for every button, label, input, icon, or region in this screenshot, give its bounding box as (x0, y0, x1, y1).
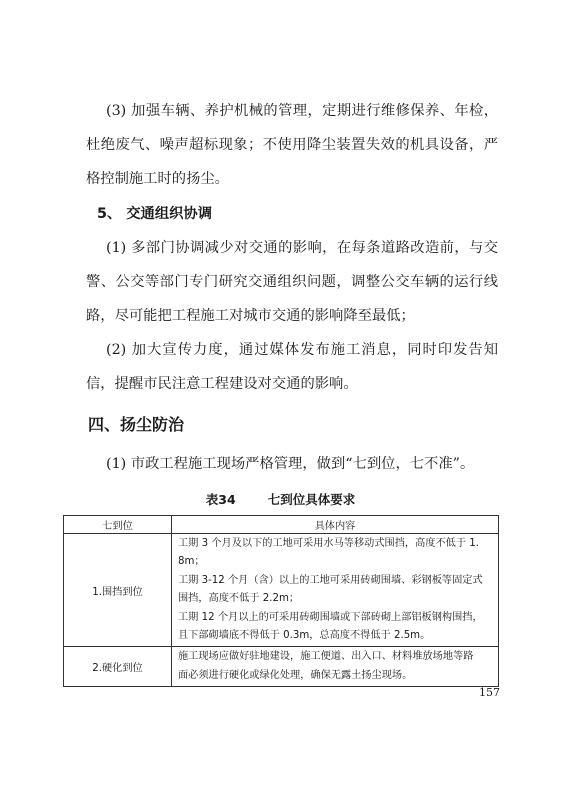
content-line: 8m； (178, 556, 205, 568)
content-line: 工期 3 个月及以下的工地可采用水马等移动式围挡，高度不低于 1. (178, 538, 479, 549)
table-header-cell: 具体内容 (172, 516, 499, 534)
heading-dust-prevention: 四、扬尘防治 (88, 415, 185, 434)
content-line: 面必须进行硬化或绿化处理，确保无露土扬尘现场。 (178, 669, 413, 681)
row-content (172, 647, 499, 687)
content-line: 围挡，高度不低于 2.2m； (178, 593, 300, 605)
heading-traffic-coordination: 5、 交通组织协调 (97, 206, 213, 222)
table-caption (0, 490, 561, 508)
paragraph-publicity: (2) 加大宣传力度，通过媒体发布施工消息，同时印发告知信，提醒市民注意工程建设对交通的影响。 (86, 342, 498, 392)
row-label: 1.围挡到位 (64, 534, 172, 647)
table-caption-number: 表34 (205, 492, 236, 507)
page-number: 157 (479, 686, 500, 699)
paragraph-site-management: (1) 市政工程施工现场严格管理，做到“七到位，七不准”。 (106, 456, 475, 472)
table-header-row (64, 516, 499, 534)
table-header-cell: 七到位 (64, 516, 172, 534)
row-content (172, 534, 499, 647)
content-line: 工期 3-12 个月（含）以上的工地可采用砖砌围墙、彩钢板等固定式 (178, 574, 483, 586)
content-line: 施工现场应做好驻地建设，施工便道、出入口、材料堆放场地等路 (178, 651, 474, 663)
table-row (64, 534, 499, 647)
content-line: 且下部砌墙底不得低于 0.3m，总高度不得低于 2.5m。 (178, 630, 431, 642)
table-caption-title: 七到位具体要求 (267, 492, 356, 507)
paragraph-multi-department: (1) 多部门协调减少对交通的影响，在每条道路改造前，与交警、公交等部门专门研究交通组织问题，调整公交车辆的运行线路，尽可能把工程施工对城市交通的影响降至最低； (86, 240, 498, 324)
table-row (64, 647, 499, 687)
row-label: 2.硬化到位 (64, 647, 172, 687)
content-line: 工期 12 个月以上的可采用砖砌围墙或下部砖砌上部铝板钢构围挡， (178, 611, 483, 623)
seven-requirements-table (63, 515, 499, 687)
paragraph-vehicle-management: (3) 加强车辆、养护机械的管理，定期进行维修保养、年检，杜绝废气、噪声超标现象；不使用降尘装置失效的机具设备，严格控制施工时的扬尘。 (86, 103, 498, 187)
